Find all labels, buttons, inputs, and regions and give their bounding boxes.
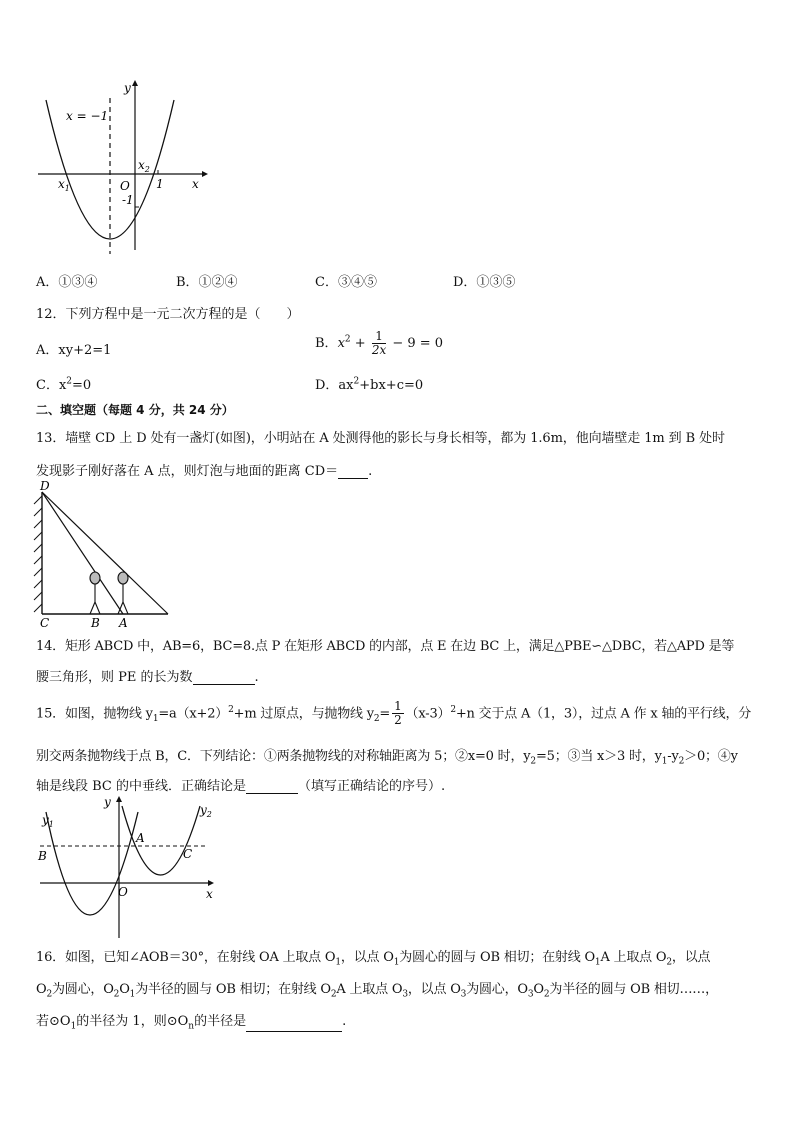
q11-parabola-figure [30, 78, 210, 258]
q12-option-b-sup: 2 [344, 334, 351, 345]
label-a: A [136, 831, 145, 845]
person-b [90, 572, 100, 614]
q12-option-d: D．$ax^2+bx+c=0$ [315, 376, 424, 393]
q15-line1: 15．如图，抛物线 $y_1=a(x+2)^2+m$ 过原点，与抛物线 $y_2=$ $\frac{1}{2}$ $(x-3)^2+n$ 交于点 A（1，3），过点 A 作 x 轴的平行线，分 [36, 699, 752, 728]
q12-option-b-prefix: B． [315, 336, 338, 351]
label-a: A [119, 616, 128, 630]
q12-option-b-tail: − 9 = 0 [388, 336, 444, 351]
q12-option-b-plus: + [350, 336, 370, 351]
label-b: B [38, 849, 47, 863]
label-y: y [104, 795, 111, 809]
q13-line1: 13．墙壁 CD 上 D 处有一盏灯(如图)，小明站在 A 处测得他的影长与身长相等，都为 1.6m，他向墙壁走 1m 到 B 处时 [36, 431, 725, 446]
ray-to-a [42, 492, 123, 614]
q11-option-b: B．①②④ [176, 275, 238, 290]
label-x1: $x_1$ [58, 177, 70, 193]
label-origin: O [118, 885, 128, 899]
q15-line3: 轴是线段 BC 的中垂线．正确结论是 （填写正确结论的序号）. [36, 779, 446, 794]
q16-answer-blank[interactable] [246, 1017, 342, 1032]
q12-option-b [315, 330, 443, 357]
x-axis-arrow [208, 880, 214, 886]
q16-line3: 若$⊙O_1$的半径为 1，则$⊙O_n$的半径是 . [36, 1014, 347, 1032]
label-symmetry: x = −1 [66, 109, 109, 123]
label-d: D [40, 479, 50, 493]
q11-option-a: A．①③④ [36, 275, 98, 290]
label-neg-one: -1 [122, 193, 134, 207]
q11-option-c: C．③④⑤ [315, 275, 377, 290]
parabola-y2 [122, 806, 200, 875]
q16-line2: $O_2$为圆心，$O_2O_1$为半径的圆与 OB 相切；在射线 $O_2A$ 上取点 $O_3$，以点 $O_3$为圆心，$O_3O_2$为半径的圆与 OB 相切……， [36, 982, 718, 1000]
q14-line2: 腰三角形，则 PE 的长为数 . [36, 670, 259, 685]
q14-answer-blank[interactable] [193, 670, 255, 685]
q12-option-c: C．$x^2=0$ [36, 376, 92, 393]
wall-hatching [34, 496, 42, 612]
y-axis-arrow [116, 796, 122, 802]
label-x2: $x_2$ [138, 158, 150, 174]
label-y: y [124, 81, 131, 95]
label-b: B [91, 616, 100, 630]
q14-line1: 14．矩形 ABCD 中，AB=6，BC=8.点 P 在矩形 ABCD 的内部，点 E 在边 BC 上，满足△PBE∽△DBC，若△APD 是等 [36, 639, 735, 654]
label-x: x [206, 887, 213, 901]
q11-option-d: D．①③⑤ [453, 275, 516, 290]
label-y2: $y_2$ [200, 803, 212, 819]
q12-stem: 12．下列方程中是一元二次方程的是（ ） [36, 307, 300, 322]
label-x: x [192, 177, 199, 191]
q12-option-b-x: x [337, 336, 345, 351]
q12-option-a: A．xy+2=1 [36, 343, 112, 358]
q15-two-parabolas-figure [30, 792, 220, 940]
q15-fraction: $\frac{1}{2}$ [394, 699, 402, 728]
label-origin: O [120, 179, 130, 193]
y-axis-arrow [132, 80, 138, 86]
x-axis-arrow [202, 171, 208, 177]
label-c: C [183, 847, 193, 861]
q13-lamp-figure [30, 478, 180, 630]
q15-answer-blank[interactable] [246, 779, 298, 794]
label-c: C [40, 616, 50, 630]
parabola-y1 [46, 812, 138, 915]
q12-option-b-fraction: $\frac{1}{2x}$ [371, 329, 387, 357]
label-one: 1 [156, 177, 164, 191]
q15-line2: 别交两条抛物线于点 B，C．下列结论：①两条抛物线的对称轴距离为 5；②x=0 时，$y_2=5$；③当 x＞3 时，$y_1-y_2>0$；④y [36, 749, 738, 767]
q13-answer-blank[interactable] [338, 464, 368, 479]
q13-line2: 发现影子刚好落在 A 点，则灯泡与地面的距离 CD＝ . [36, 464, 373, 479]
q16-line1: 16．如图，已知∠AOB＝30°，在射线 OA 上取点 $O_1$，以点 $O_1$为圆心的圆与 OB 相切；在射线 $O_1A$ 上取点 $O_2$，以点 [36, 950, 711, 968]
label-y1: $y_1$ [42, 813, 54, 829]
ray-to-ground-end [42, 492, 168, 614]
section-title: 二、填空题（每题 4 分，共 24 分） [36, 403, 234, 417]
